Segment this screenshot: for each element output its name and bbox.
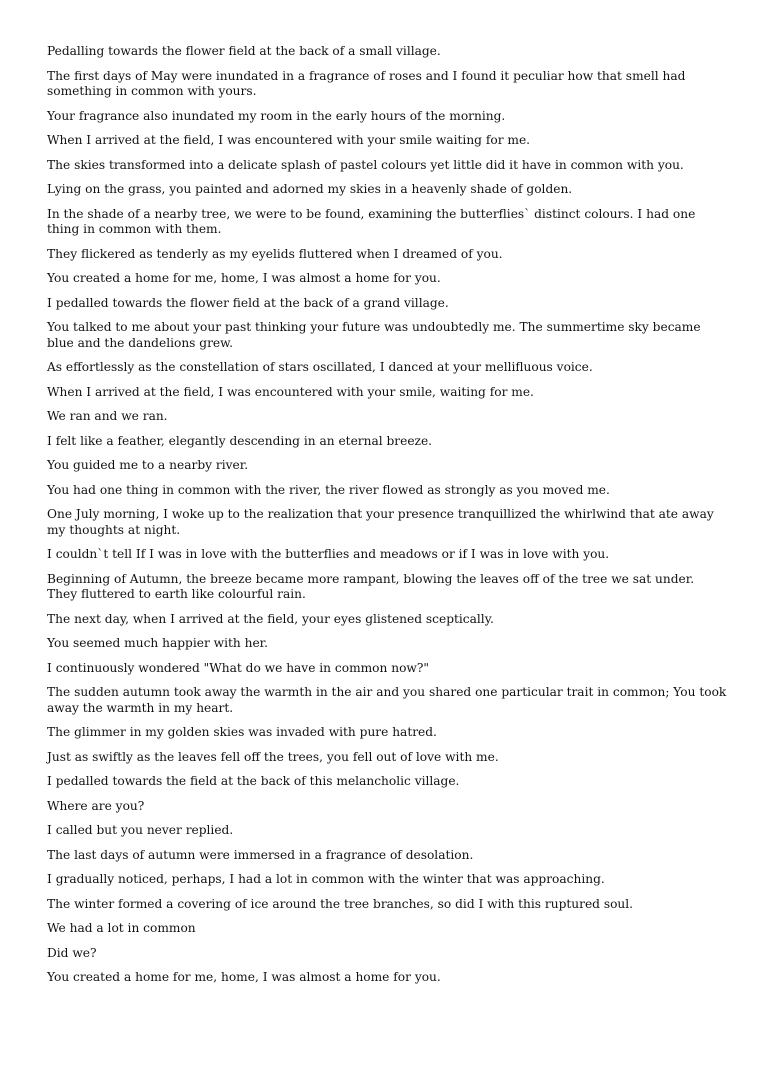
paragraph: When I arrived at the field, I was encountered with your smile waiting for me.	[47, 133, 531, 147]
paragraph: We had a lot in common	[47, 921, 196, 935]
paragraph: You seemed much happier with her.	[47, 636, 269, 650]
paragraph: As effortlessly as the constellation of stars oscillated, I danced at your mellifluous voice.	[47, 360, 593, 374]
paragraph: Where are you?	[47, 798, 145, 813]
paragraph: I couldn`t tell If I was in love with the butterflies and meadows or if I was in love with you.	[47, 547, 610, 561]
paragraph: Beginning of Autumn, the breeze became more rampant, blowing the leaves off of the tree we sat under. They fluttered to earth like colourful rain.	[47, 571, 695, 601]
paragraph: I gradually noticed, perhaps, I had a lot in common with the winter that was approaching.	[47, 872, 605, 886]
paragraph: I called but you never replied.	[47, 823, 234, 837]
paragraph: Your fragrance also inundated my room in the early hours of the morning.	[47, 108, 506, 123]
paragraph: The sudden autumn took away the warmth in the air and you shared one particular trait in common; You took away the warmth in my heart.	[47, 685, 727, 715]
paragraph: I felt like a feather, elegantly descending in an eternal breeze.	[47, 433, 433, 448]
paragraph: The next day, when I arrived at the field, your eyes glistened sceptically.	[47, 611, 494, 626]
paragraph: The glimmer in my golden skies was invaded with pure hatred.	[47, 725, 437, 739]
paragraph: You talked to me about your past thinking your future was undoubtedly me. The summertime sky became blue and the dandelions grew.	[47, 320, 701, 350]
paragraph: Did we?	[47, 945, 97, 960]
document-body	[47, 44, 727, 995]
paragraph: Just as swiftly as the leaves fell off the trees, you fell out of love with me.	[47, 749, 499, 764]
paragraph: One July morning, I woke up to the realization that your presence tranquillized the whirlwind that ate away my thoughts at night.	[47, 507, 714, 537]
paragraph: The skies transformed into a delicate splash of pastel colours yet little did it have in common with you.	[47, 157, 684, 172]
paragraph: You had one thing in common with the river, the river flowed as strongly as you moved me.	[47, 482, 610, 497]
paragraph: I pedalled towards the field at the back of this melancholic village.	[47, 774, 460, 788]
paragraph: They flickered as tenderly as my eyelids fluttered when I dreamed of you.	[47, 246, 503, 261]
paragraph: When I arrived at the field, I was encountered with your smile, waiting for me.	[47, 384, 534, 399]
paragraph: You guided me to a nearby river.	[47, 458, 249, 472]
paragraph: You created a home for me, home, I was almost a home for you.	[47, 271, 441, 285]
paragraph: Pedalling towards the flower field at the back of a small village.	[47, 44, 441, 58]
paragraph: We ran and we ran.	[47, 409, 168, 423]
paragraph: I pedalled towards the flower field at the back of a grand village.	[47, 295, 449, 310]
paragraph: The first days of May were inundated in a fragrance of roses and I found it peculiar how that smell had something in common with yours.	[47, 68, 686, 98]
paragraph: The winter formed a covering of ice around the tree branches, so did I with this ruptured soul.	[47, 896, 634, 911]
paragraph: Lying on the grass, you painted and adorned my skies in a heavenly shade of golden.	[47, 182, 573, 196]
paragraph: I continuously wondered "What do we have in common now?"	[47, 660, 429, 675]
paragraph: In the shade of a nearby tree, we were to be found, examining the butterflies` distinct colours. I had one thing in common with them.	[47, 206, 696, 236]
paragraph: You created a home for me, home, I was almost a home for you.	[47, 970, 441, 984]
paragraph: The last days of autumn were immersed in a fragrance of desolation.	[47, 847, 474, 862]
